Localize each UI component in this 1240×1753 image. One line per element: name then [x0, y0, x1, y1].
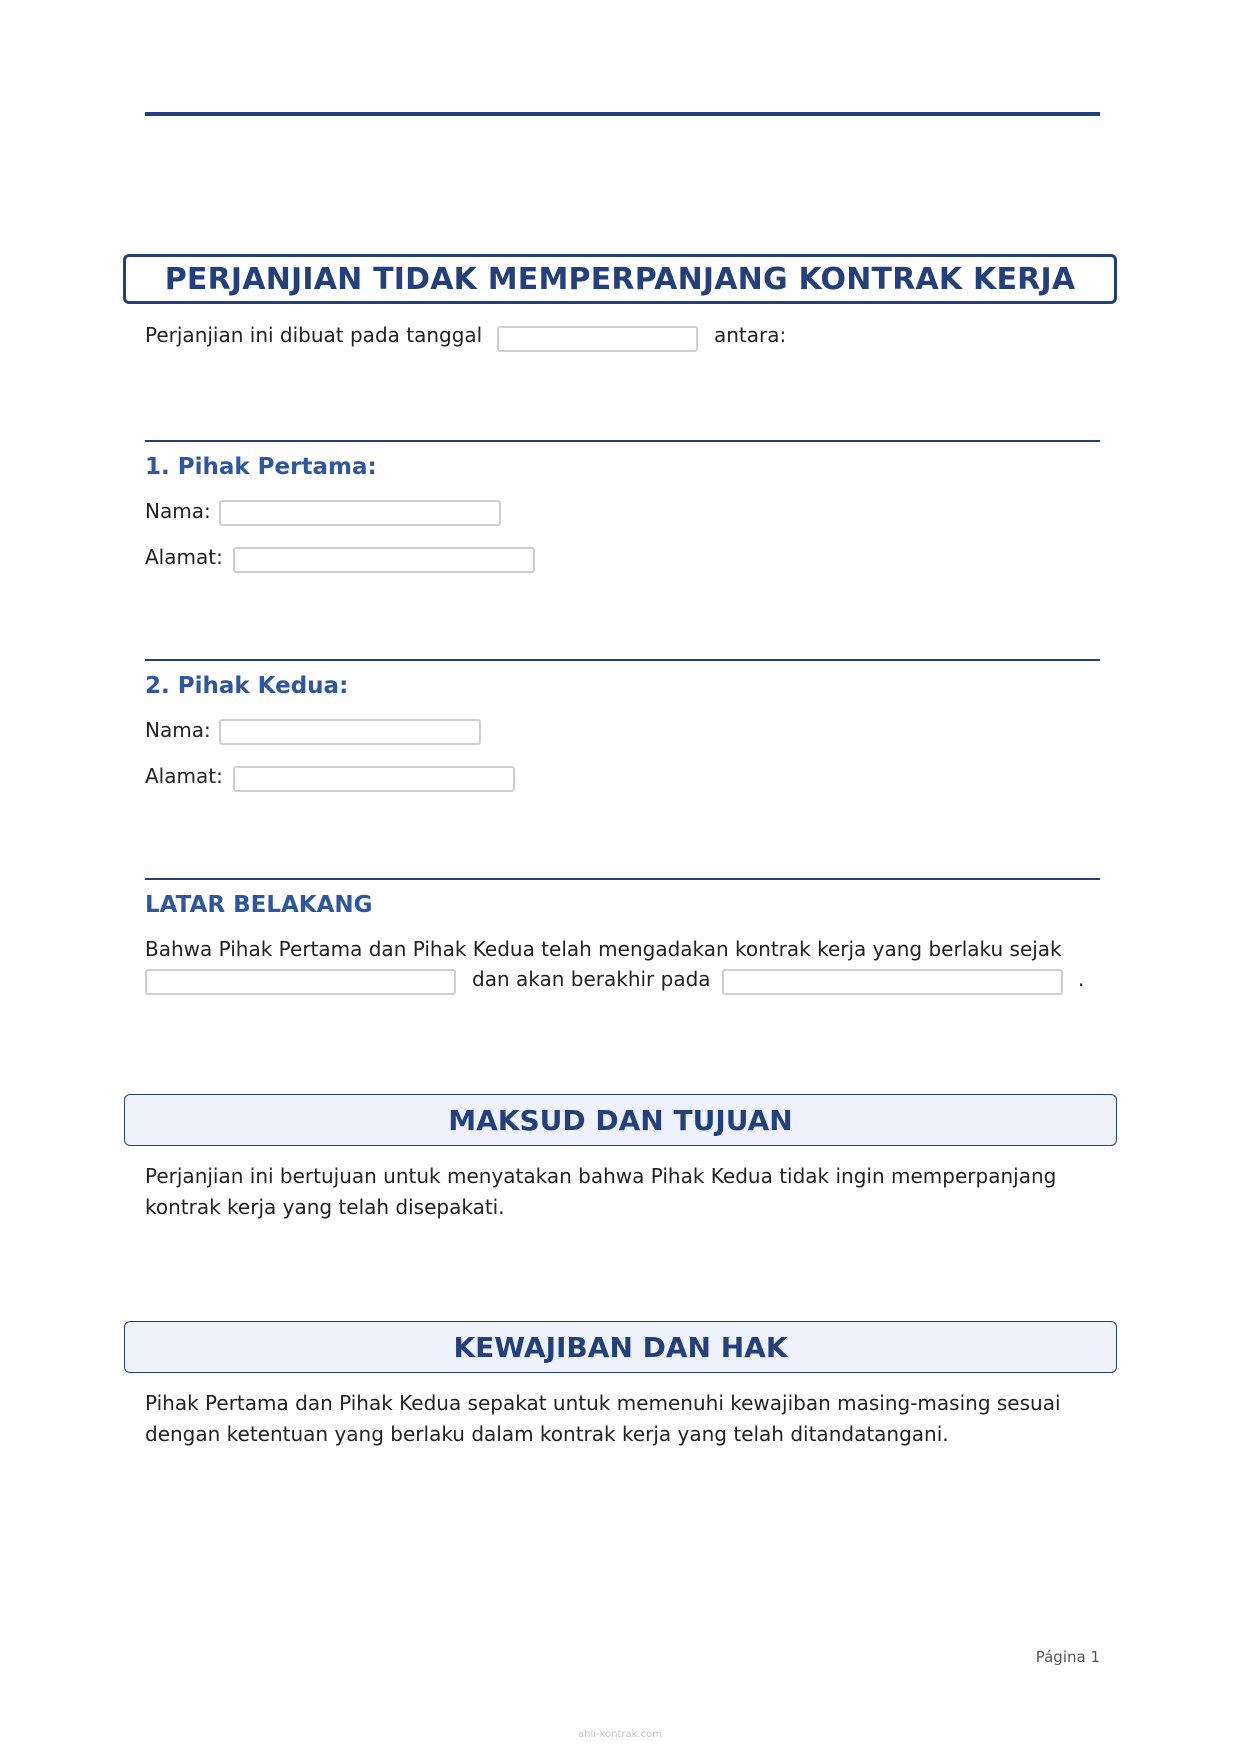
pihak-pertama-heading: 1. Pihak Pertama: — [145, 454, 377, 480]
latar-belakang-heading: LATAR BELAKANG — [145, 892, 373, 918]
section-divider-pihak-kedua — [145, 659, 1100, 661]
pihak-kedua-nama-field[interactable] — [219, 719, 481, 745]
pihak-kedua-alamat-label: Alamat: — [145, 764, 223, 788]
kewajiban-hak-band — [124, 1321, 1117, 1373]
top-divider — [145, 112, 1100, 116]
kewajiban-hak-heading: KEWAJIBAN DAN HAK — [453, 1330, 788, 1364]
pihak-kedua-alamat-field[interactable] — [233, 766, 515, 792]
pihak-kedua-nama-label: Nama: — [145, 718, 211, 742]
latar-belakang-line1: Bahwa Pihak Pertama dan Pihak Kedua telah mengadakan kontrak kerja yang berlaku sejak — [145, 937, 1062, 961]
agreement-date-field[interactable] — [497, 326, 698, 352]
section-divider-pihak-pertama — [145, 440, 1100, 442]
page-number: Página 1 — [1035, 1648, 1100, 1666]
pihak-pertama-nama-label: Nama: — [145, 499, 211, 523]
latar-belakang-middle: dan akan berakhir pada — [472, 967, 711, 991]
intro-prefix: Perjanjian ini dibuat pada tanggal — [145, 323, 483, 347]
pihak-kedua-heading: 2. Pihak Kedua: — [145, 673, 349, 699]
footer-watermark: ahli-kontrak.com — [577, 1729, 662, 1740]
maksud-tujuan-body: Perjanjian ini bertujuan untuk menyatakan bahwa Pihak Kedua tidak ingin memperpanjang kontrak kerja yang telah disepakati. — [145, 1164, 1057, 1219]
latar-belakang-end: . — [1078, 967, 1085, 991]
intro-suffix: antara: — [714, 323, 787, 347]
maksud-tujuan-heading: MAKSUD DAN TUJUAN — [448, 1103, 793, 1137]
contract-end-date-field[interactable] — [722, 969, 1063, 995]
kewajiban-hak-body: Pihak Pertama dan Pihak Kedua sepakat untuk memenuhi kewajiban masing-masing sesuai dengan ketentuan yang berlaku dalam kontrak kerja yang telah ditandatangani. — [145, 1391, 1061, 1446]
title-box — [123, 254, 1117, 304]
pihak-pertama-alamat-label: Alamat: — [145, 545, 223, 569]
pihak-pertama-nama-field[interactable] — [219, 500, 501, 526]
contract-start-date-field[interactable] — [145, 969, 456, 995]
pihak-pertama-alamat-field[interactable] — [233, 547, 535, 573]
maksud-tujuan-band — [124, 1094, 1117, 1146]
document-title: PERJANJIAN TIDAK MEMPERPANJANG KONTRAK KERJA — [164, 261, 1076, 297]
section-divider-latar-belakang — [145, 878, 1100, 880]
